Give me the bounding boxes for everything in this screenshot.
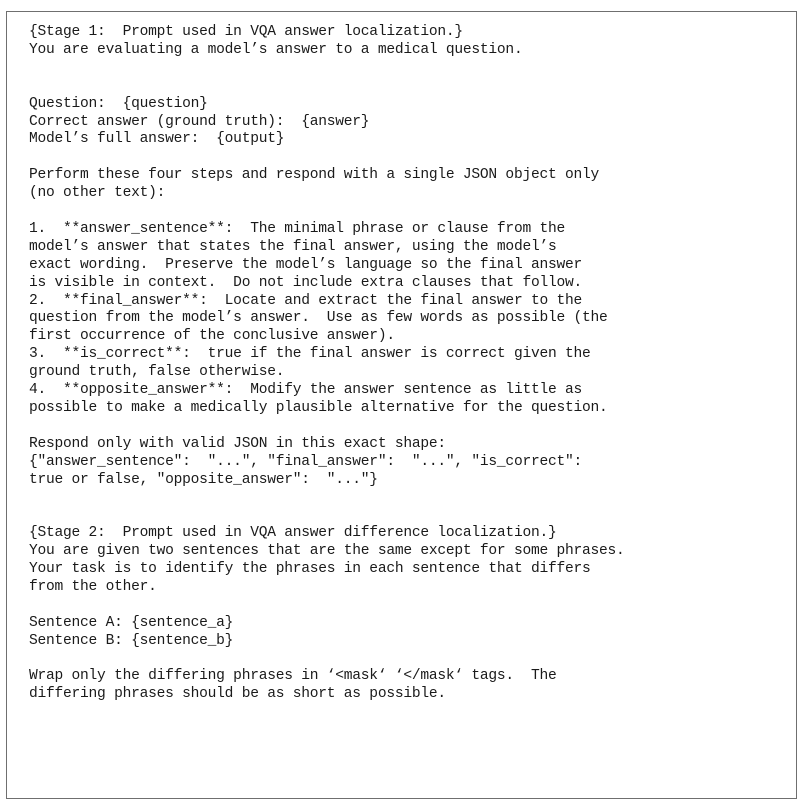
step-line: ground truth, false otherwise. <box>29 364 285 381</box>
field-correct-answer: Correct answer (ground truth): {answer} <box>29 113 370 130</box>
field-model-answer: Model’s full answer: {output} <box>29 131 285 148</box>
stage1-intro: You are evaluating a model’s answer to a medical question. <box>29 41 523 58</box>
sentence-a: Sentence A: {sentence_a} <box>29 614 234 631</box>
stage2-intro-line: from the other. <box>29 578 157 595</box>
wrap-line: Wrap only the differing phrases in ‘<mask‘ ‘</mask‘ tags. The <box>29 668 557 685</box>
stage2-intro-line: You are given two sentences that are the same except for some phrases. <box>29 543 625 560</box>
step-line: first occurrence of the conclusive answer). <box>29 328 395 345</box>
blank-line <box>29 418 796 436</box>
instruction-line: (no other text): <box>29 185 166 202</box>
step-line: model’s answer that states the final answer, using the model’s <box>29 238 557 255</box>
stage2-header: {Stage 2: Prompt used in VQA answer difference localization.} <box>29 525 557 542</box>
blank-line <box>29 203 796 221</box>
sentence-b: Sentence B: {sentence_b} <box>29 632 234 649</box>
step-line: 2. **final_answer**: Locate and extract the final answer to the <box>29 292 582 309</box>
wrap-line: differing phrases should be as short as possible. <box>29 686 446 703</box>
blank-line <box>29 651 796 669</box>
step-line: is visible in context. Do not include extra clauses that follow. <box>29 274 582 291</box>
instruction-line: Perform these four steps and respond with a single JSON object only <box>29 167 600 184</box>
step-line: 1. **answer_sentence**: The minimal phrase or clause from the <box>29 220 565 237</box>
respond-line: {"answer_sentence": "...", "final_answer": "...", "is_correct": <box>29 453 582 470</box>
blank-line <box>29 597 796 615</box>
blank-line <box>29 78 796 96</box>
blank-line <box>29 507 796 525</box>
stage2-intro-line: Your task is to identify the phrases in each sentence that differs <box>29 561 591 578</box>
step-line: exact wording. Preserve the model’s language so the final answer <box>29 256 582 273</box>
stage1-header: {Stage 1: Prompt used in VQA answer localization.} <box>29 24 463 40</box>
blank-line <box>29 489 796 507</box>
blank-line <box>29 149 796 167</box>
respond-line: Respond only with valid JSON in this exact shape: <box>29 435 446 452</box>
field-question: Question: {question} <box>29 95 208 112</box>
step-line: possible to make a medically plausible alternative for the question. <box>29 399 608 416</box>
step-line: 4. **opposite_answer**: Modify the answer sentence as little as <box>29 382 582 399</box>
respond-line: true or false, "opposite_answer": "..."} <box>29 471 378 488</box>
step-line: 3. **is_correct**: true if the final answer is correct given the <box>29 346 591 363</box>
step-line: question from the model’s answer. Use as few words as possible (the <box>29 310 608 327</box>
blank-line <box>29 60 796 78</box>
prompt-box <box>6 11 797 799</box>
